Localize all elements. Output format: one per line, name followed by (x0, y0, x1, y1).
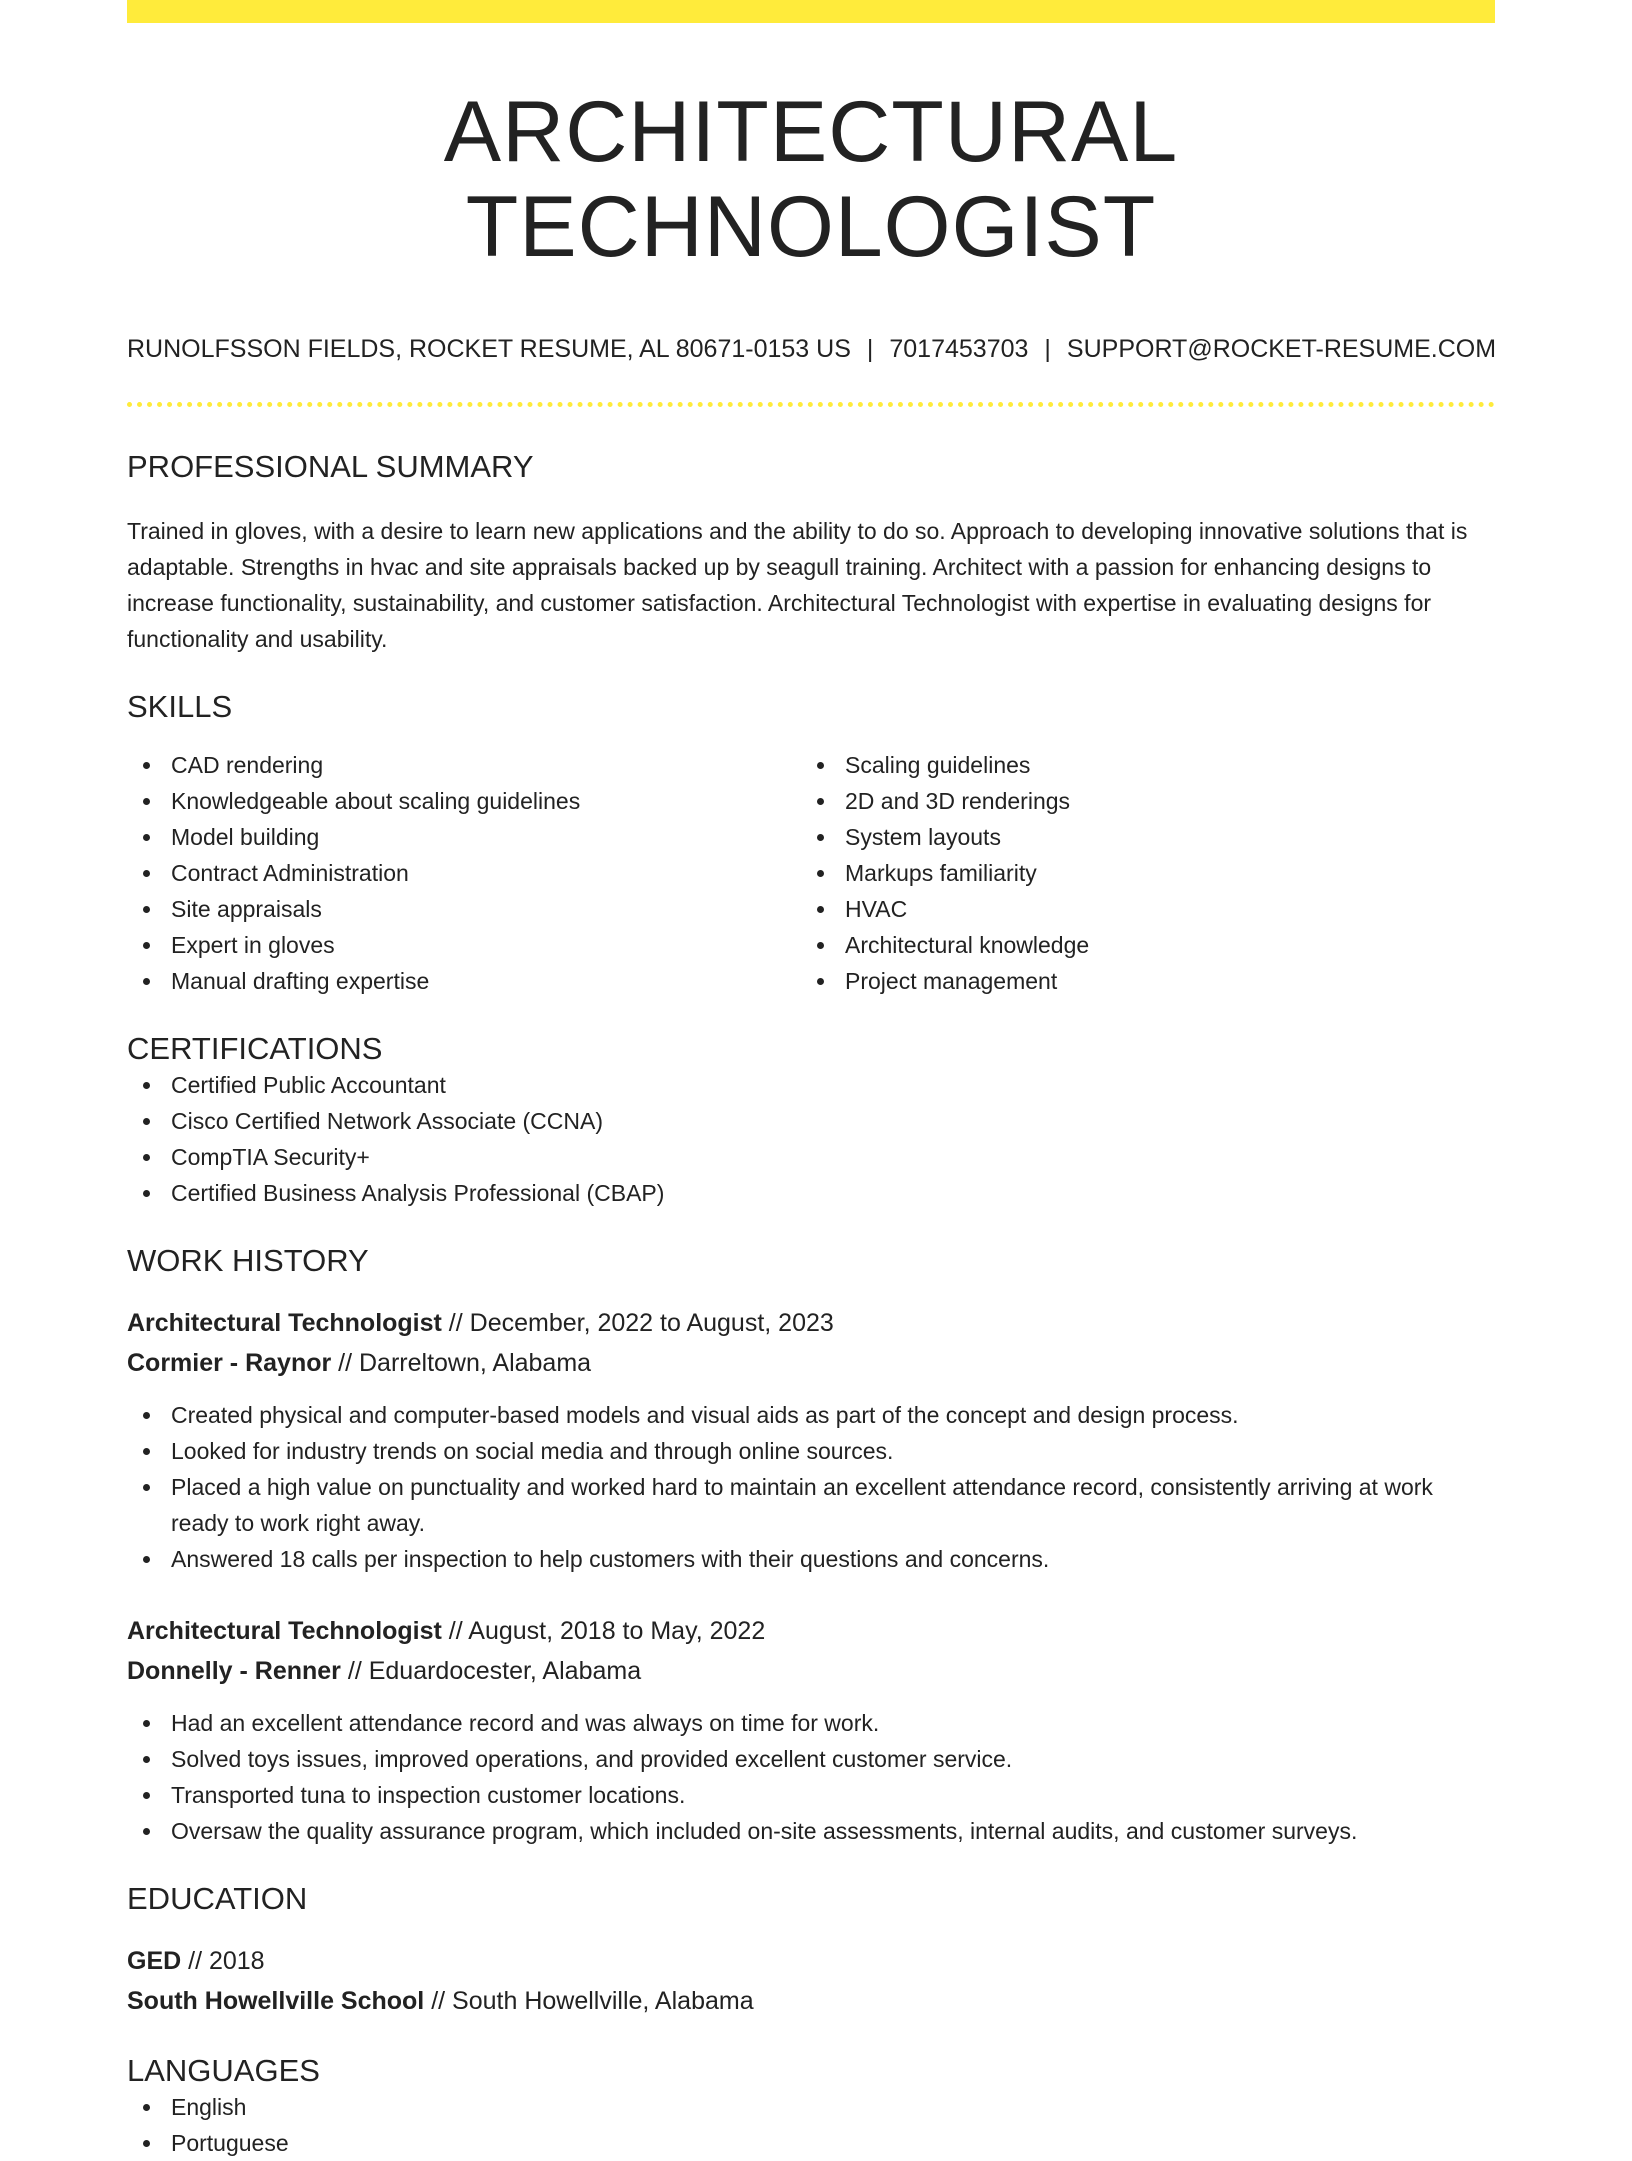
list-item: Transported tuna to inspection customer locations. (127, 1777, 1495, 1813)
list-item: Certified Public Accountant (127, 1067, 1495, 1103)
languages-heading: LANGUAGES (127, 2053, 320, 2089)
list-item: System layouts (801, 819, 1475, 855)
job-company-line (127, 1343, 1495, 1383)
school-location: // South Howellville, Alabama (424, 1987, 754, 2016)
job-role: Architectural Technologist (127, 1617, 442, 1646)
certifications-heading: CERTIFICATIONS (127, 1031, 383, 1067)
education-section (127, 1881, 1495, 2021)
accent-bar (127, 0, 1495, 23)
email-link[interactable]: SUPPORT@ROCKET-RESUME.COM (1066, 335, 1497, 364)
job-title-line (127, 1611, 1495, 1651)
contact-line (127, 334, 1495, 364)
job-dates: // August, 2018 to May, 2022 (441, 1617, 766, 1646)
job-company: Donnelly - Renner (127, 1657, 341, 1686)
dotted-divider (127, 402, 1495, 407)
list-item: Architectural knowledge (801, 927, 1475, 963)
job-title-line (127, 1303, 1495, 1343)
list-item: Model building (127, 819, 801, 855)
resume-page (127, 0, 1495, 2161)
list-item: Manual drafting expertise (127, 963, 801, 999)
candidate-name: ARCHITECTURAL TECHNOLOGIST (443, 84, 1179, 275)
job-role: Architectural Technologist (127, 1309, 442, 1338)
job-dates: // December, 2022 to August, 2023 (441, 1309, 834, 1338)
school-name: South Howellville School (127, 1987, 425, 2016)
separator: | (866, 335, 874, 364)
job-company: Cormier - Raynor (127, 1349, 332, 1378)
list-item: English (127, 2089, 1495, 2125)
work-history-section (127, 1243, 1495, 1849)
languages-list (127, 2089, 1495, 2161)
list-item: Solved toys issues, improved operations, and provided excellent customer service. (127, 1741, 1495, 1777)
list-item: Answered 18 calls per inspection to help customers with their questions and concerns. (127, 1541, 1495, 1577)
job-company-line (127, 1651, 1495, 1691)
list-item: Placed a high value on punctuality and worked hard to maintain an excellent attendance record, consistently arriving at work ready to work right away. (127, 1469, 1495, 1541)
summary-text: Trained in gloves, with a desire to learn new applications and the ability to do so. Approach to developing innovative solutions that is adaptable. Strengths in hvac and site appraisals backed up by seagull training. Architect with a passion for enhancing designs to increase functionality, sustainability, and customer satisfaction. Architectural Technologist with expertise in evaluating designs for functionality and usability. (127, 518, 1468, 653)
education-entry (127, 1941, 1495, 2021)
list-item: Had an excellent attendance record and was always on time for work. (127, 1705, 1495, 1741)
skills-section (127, 689, 1495, 999)
list-item: CompTIA Security+ (127, 1139, 1495, 1175)
job-entry (127, 1303, 1495, 1577)
job-entry (127, 1611, 1495, 1849)
list-item: Site appraisals (127, 891, 801, 927)
address: RUNOLFSSON FIELDS, ROCKET RESUME, AL 80671-0153 US (127, 335, 851, 364)
certifications-list (127, 1067, 1495, 1211)
list-item: 2D and 3D renderings (801, 783, 1475, 819)
list-item: Looked for industry trends on social media and through online sources. (127, 1433, 1495, 1469)
skills-grid (127, 747, 1495, 999)
job-bullets (127, 1397, 1495, 1577)
degree: GED (127, 1947, 182, 1976)
job-location: // Darreltown, Alabama (331, 1349, 592, 1378)
list-item: Certified Business Analysis Professional (CBAP) (127, 1175, 1495, 1211)
work-history-heading: WORK HISTORY (127, 1243, 369, 1279)
list-item: CAD rendering (127, 747, 801, 783)
summary-heading: PROFESSIONAL SUMMARY (127, 449, 534, 485)
list-item: Oversaw the quality assurance program, which included on-site assessments, internal audits, and customer surveys. (127, 1813, 1495, 1849)
degree-year: // 2018 (181, 1947, 265, 1976)
skills-list-left (127, 747, 801, 999)
list-item: Scaling guidelines (801, 747, 1475, 783)
list-item: Created physical and computer-based models and visual aids as part of the concept and design process. (127, 1397, 1495, 1433)
languages-section (127, 2053, 1495, 2161)
skills-heading: SKILLS (127, 689, 233, 725)
separator: | (1044, 335, 1051, 364)
list-item: Project management (801, 963, 1475, 999)
list-item: Expert in gloves (127, 927, 801, 963)
job-location: // Eduardocester, Alabama (340, 1657, 642, 1686)
degree-line (127, 1941, 1495, 1981)
list-item: HVAC (801, 891, 1475, 927)
list-item: Contract Administration (127, 855, 801, 891)
list-item: Markups familiarity (801, 855, 1475, 891)
certifications-section (127, 1031, 1495, 1211)
job-bullets (127, 1705, 1495, 1849)
list-item: Cisco Certified Network Associate (CCNA) (127, 1103, 1495, 1139)
education-heading: EDUCATION (127, 1881, 308, 1917)
list-item: Portuguese (127, 2125, 1495, 2161)
list-item: Knowledgeable about scaling guidelines (127, 783, 801, 819)
school-line (127, 1981, 1495, 2021)
skills-list-right (801, 747, 1475, 999)
phone: 7017453703 (889, 335, 1029, 364)
